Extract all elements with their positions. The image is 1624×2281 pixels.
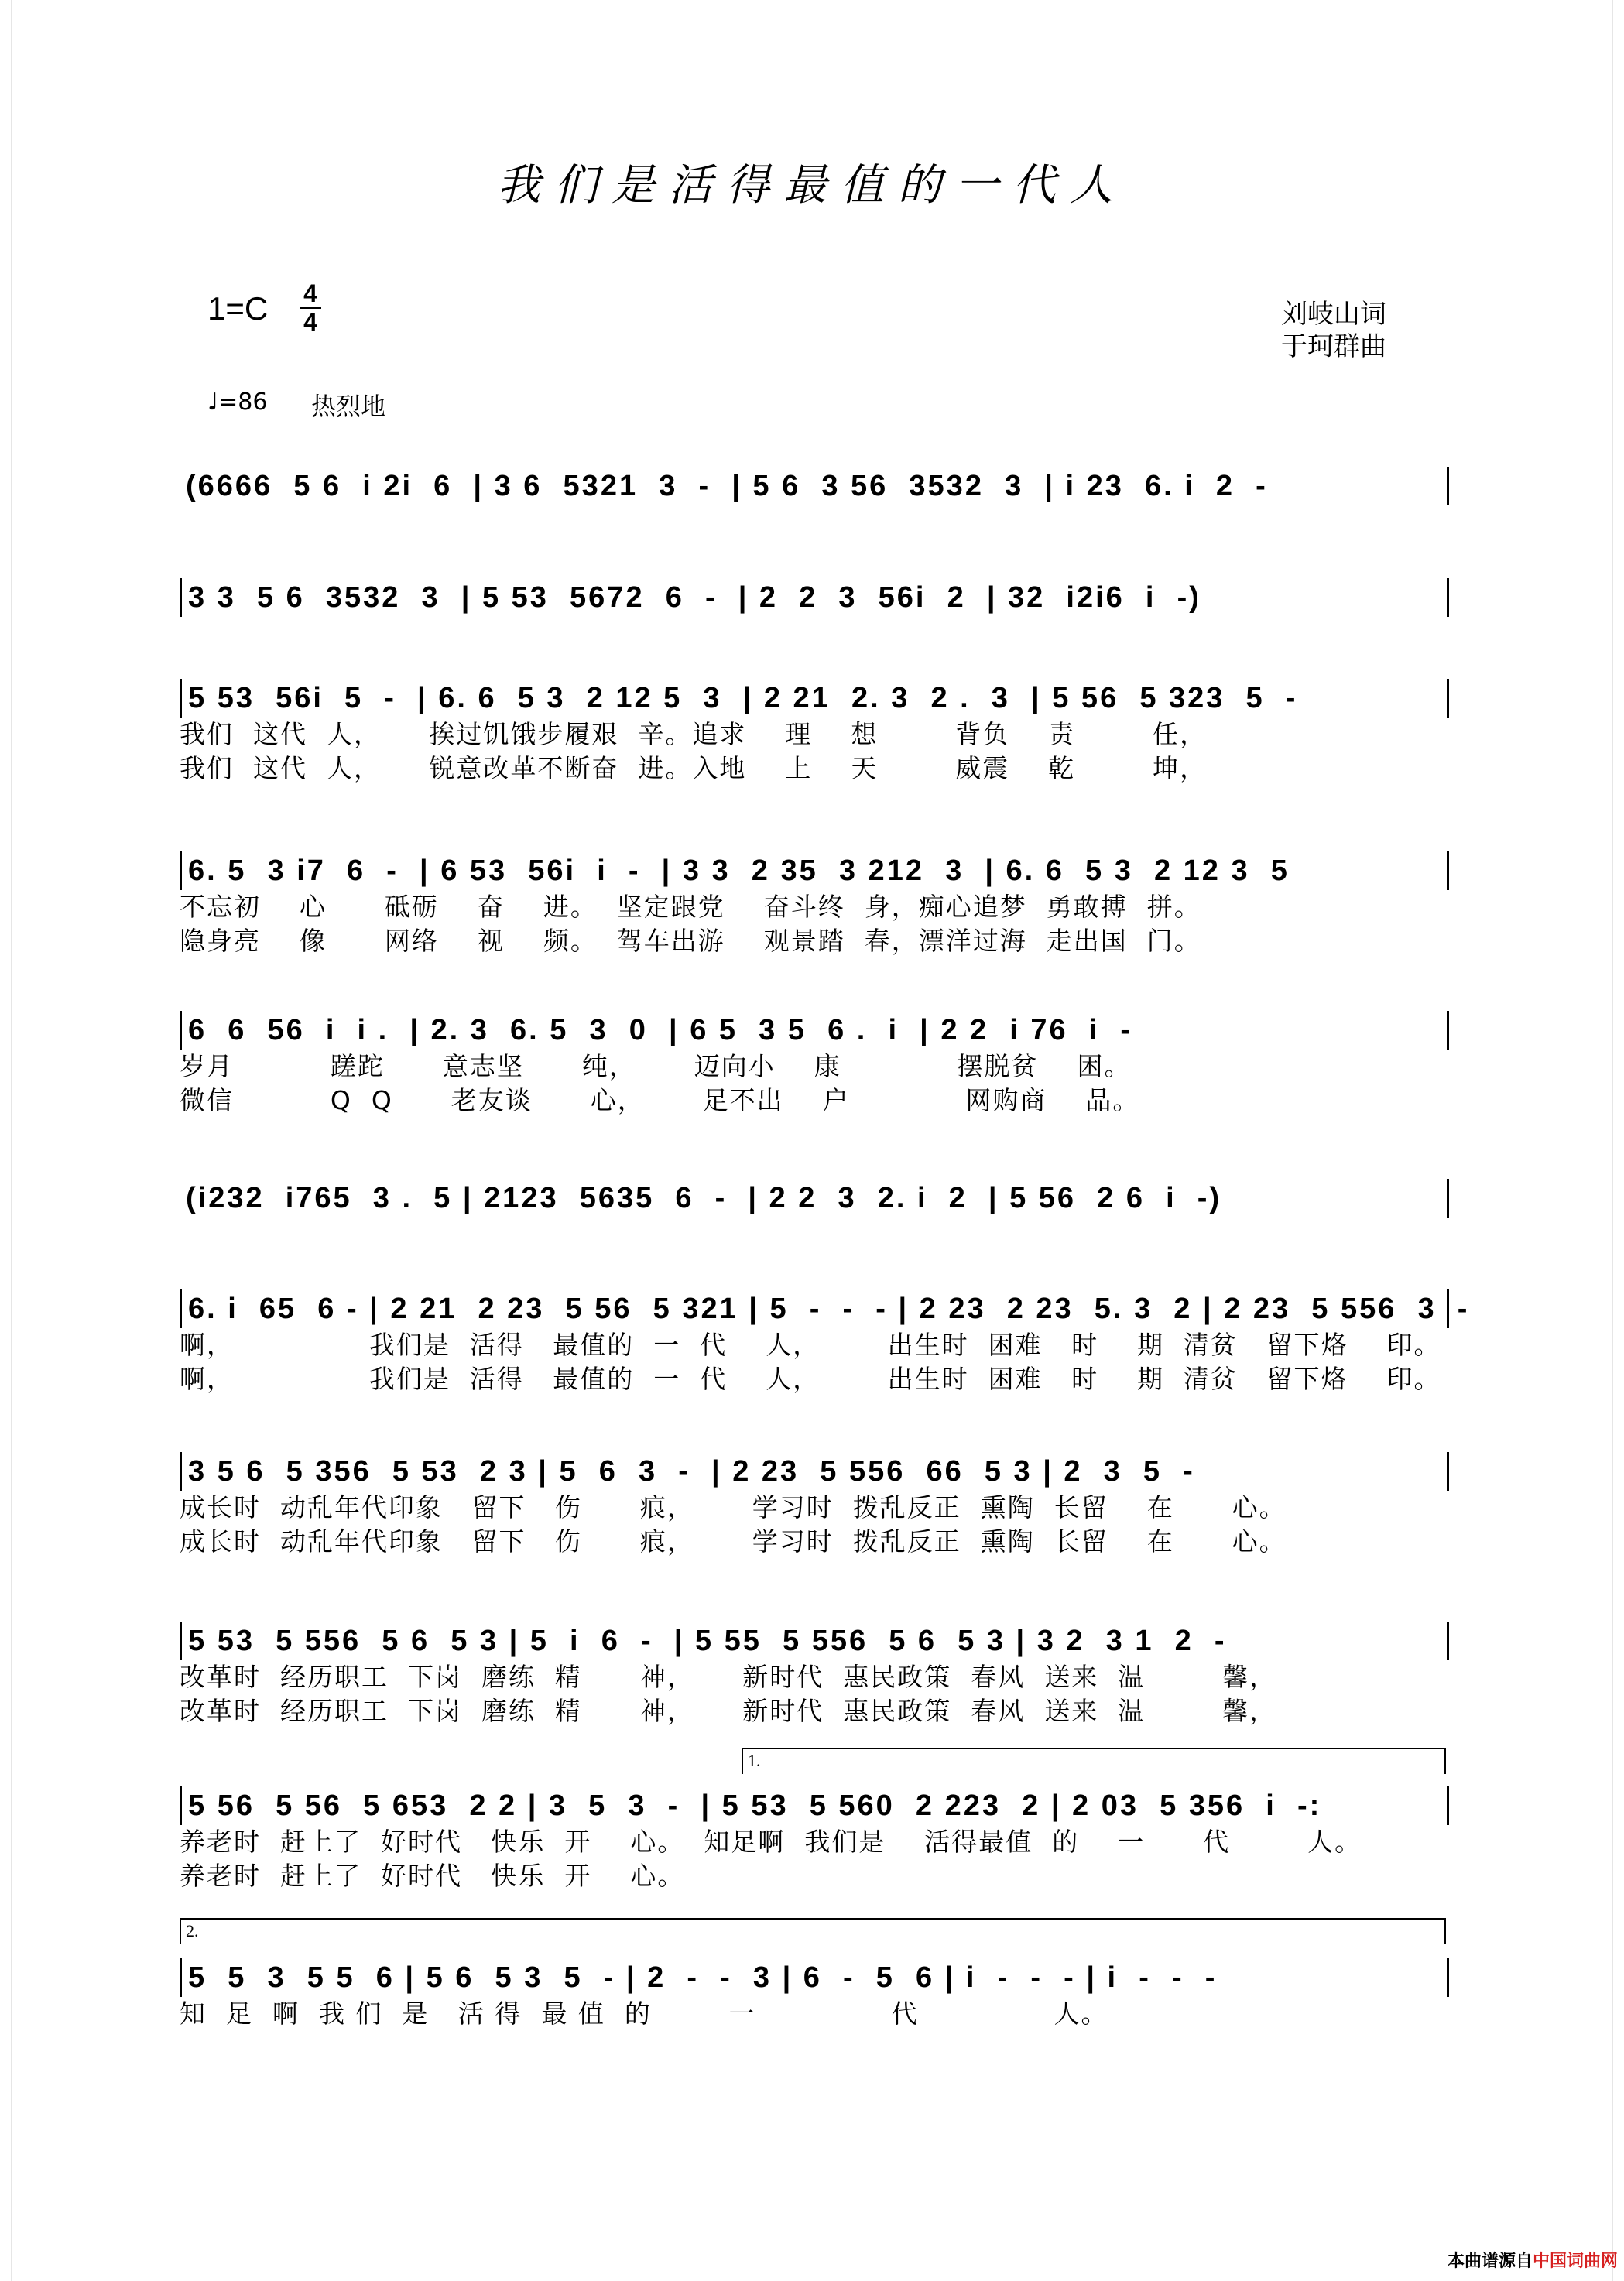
first-ending-label: 1. xyxy=(748,1751,761,1770)
footer-site-link[interactable]: 中国词曲网 xyxy=(1533,2252,1619,2271)
lyric-line-2: 养老时 赶上了 好时代 快乐 开 心。 xyxy=(180,1861,685,1891)
notation-line: (6666 5 6 i 2i 6 | 3 6 5321 3 - | 5 6 3 56 3532 3 | i 23 6. i 2 - xyxy=(180,467,1449,505)
notation-line: 5 56 5 56 5 653 2 2 | 3 5 3 - | 5 53 5 560 2 223 2 | 2 03 5 356 i -: xyxy=(180,1786,1449,1825)
time-signature-bottom: 4 xyxy=(303,308,317,336)
lyric-line-1: 知 足 啊 我 们 是 活 得 最 值 的 一 代 人。 xyxy=(180,1998,1108,2029)
left-border xyxy=(0,0,12,2281)
notation-line: (i232 i765 3 . 5 | 2123 5635 6 - | 2 2 3 2. i 2 | 5 56 2 6 i -) xyxy=(180,1179,1449,1218)
lyric-line-2: 改革时 经历职工 下岗 磨练 精 神， 新时代 惠民政策 春风 送来 温 馨， xyxy=(180,1696,1277,1726)
notation-line: 3 5 6 5 356 5 53 2 3 | 5 6 3 - | 2 23 5 556 66 5 3 | 2 3 5 - xyxy=(180,1452,1449,1491)
score-row-1 xyxy=(180,467,1449,505)
score-row-11 xyxy=(180,1958,1449,2031)
time-signature-top: 4 xyxy=(303,279,317,307)
notation-line: 5 5 3 5 5 6 | 5 6 5 3 5 - | 2 - - 3 | 6 - 5 6 | i - - - | i - - - xyxy=(180,1958,1449,1997)
lyric-line-2: 我们 这代 人， 锐意改革不断奋 进。入地 上 天 威震 乾 坤， xyxy=(180,753,1208,783)
score-row-2 xyxy=(180,578,1449,617)
second-ending-label: 2. xyxy=(186,1921,199,1940)
tempo-marking: ♩=86 xyxy=(207,389,268,416)
second-ending-bracket xyxy=(180,1918,1446,1944)
score-row-3 xyxy=(180,679,1449,786)
notation-line: 3 3 5 6 3532 3 | 5 53 5672 6 - | 2 2 3 56i 2 | 32 i2i6 i -) xyxy=(180,578,1449,617)
first-ending-bracket xyxy=(742,1748,1446,1774)
notation-line: 5 53 56i 5 - | 6. 6 5 3 2 12 5 3 | 2 21 2. 3 2 . 3 | 5 56 5 323 5 - xyxy=(180,679,1449,718)
score-row-9 xyxy=(180,1622,1449,1728)
expression-marking: 热烈地 xyxy=(311,392,386,421)
score-row-4 xyxy=(180,851,1449,958)
right-border xyxy=(1612,0,1624,2281)
lyric-line-2: 啊， 我们是 活得 最值的 一 代 人， 出生时 困难 时 期 清贫 留下烙 印。 xyxy=(180,1364,1441,1394)
lyric-line-1: 我们 这代 人， 挨过饥饿步履艰 辛。追求 理 想 背负 责 任， xyxy=(180,719,1208,749)
lyricist-credit: 刘岐山词 xyxy=(1281,299,1386,330)
composer-credit: 于珂群曲 xyxy=(1281,331,1386,362)
lyric-line-2: 微信 Q Q 老友谈 心， 足不出 户 网购商 品。 xyxy=(180,1085,1140,1115)
score-row-10 xyxy=(180,1786,1449,1893)
time-signature xyxy=(298,280,323,335)
score-row-6 xyxy=(180,1179,1449,1218)
key-signature: 1=C xyxy=(207,290,269,327)
lyric-line-1: 养老时 赶上了 好时代 快乐 开 心。 知足啊 我们是 活得最值 的 一 代 人。 xyxy=(180,1827,1362,1857)
lyric-line-1: 不忘初 心 砥砺 奋 进。 坚定跟党 奋斗终 身，痴心追梦 勇敢搏 拼。 xyxy=(180,892,1201,922)
lyric-line-2: 成长时 动乱年代印象 留下 伤 痕， 学习时 拨乱反正 熏陶 长留 在 心。 xyxy=(180,1526,1287,1557)
notation-line: 6. 5 3 i7 6 - | 6 53 56i i - | 3 3 2 35 3 212 3 | 6. 6 5 3 2 12 3 5 xyxy=(180,851,1449,890)
lyric-line-2: 隐身亮 像 网络 视 频。 驾车出游 观景踏 春，漂洋过海 走出国 门。 xyxy=(180,926,1201,956)
song-title: 我们是活得最值的一代人 xyxy=(497,160,1127,211)
score-row-5 xyxy=(180,1011,1449,1118)
score-row-8 xyxy=(180,1452,1449,1559)
footer-source-label: 本曲谱源自 xyxy=(1448,2252,1533,2271)
lyric-line-1: 改革时 经历职工 下岗 磨练 精 神， 新时代 惠民政策 春风 送来 温 馨， xyxy=(180,1662,1277,1692)
lyric-line-1: 岁月 蹉跎 意志坚 纯， 迈向小 康 摆脱贫 困。 xyxy=(180,1051,1132,1081)
score-row-7 xyxy=(180,1289,1470,1396)
lyric-line-1: 啊， 我们是 活得 最值的 一 代 人， 出生时 困难 时 期 清贫 留下烙 印。 xyxy=(180,1330,1441,1360)
notation-line: 5 53 5 556 5 6 5 3 | 5 i 6 - | 5 55 5 556 5 6 5 3 | 3 2 3 1 2 - xyxy=(180,1622,1449,1660)
notation-line: 6 6 56 i i . | 2. 3 6. 5 3 0 | 6 5 3 5 6 . i | 2 2 i 76 i - xyxy=(180,1011,1449,1050)
lyric-line-1: 成长时 动乱年代印象 留下 伤 痕， 学习时 拨乱反正 熏陶 长留 在 心。 xyxy=(180,1492,1287,1522)
notation-line: 6. i 65 6 - | 2 21 2 23 5 56 5 321 | 5 - - - | 2 23 2 23 5. 3 2 | 2 23 5 556 3 - xyxy=(180,1289,1449,1328)
